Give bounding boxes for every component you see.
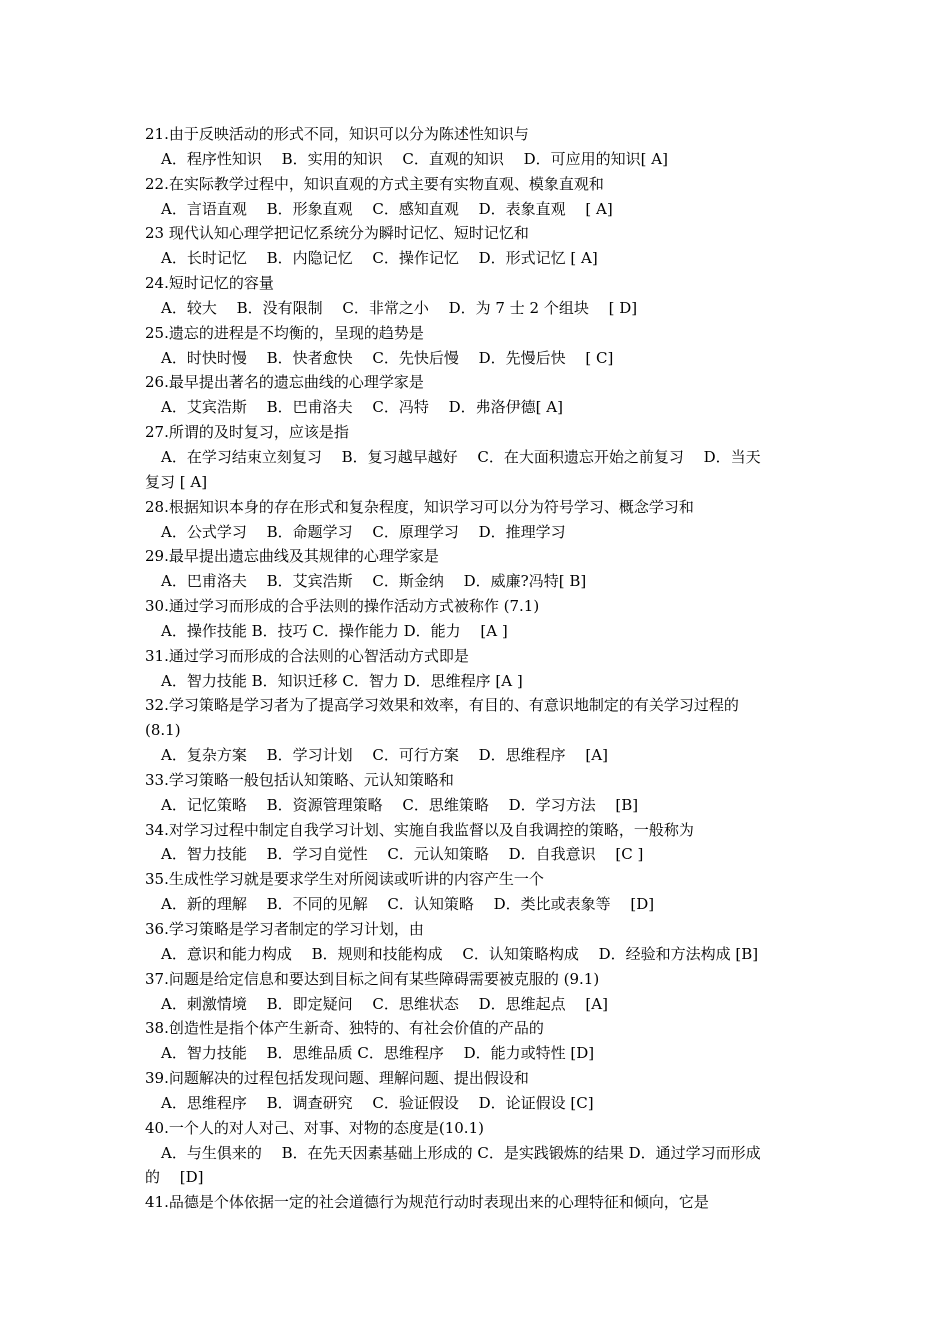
question-text: 35.生成性学习就是要求学生对所阅读或听讲的内容产生一个 — [145, 870, 544, 889]
question-text: 31.通过学习而形成的合法则的心智活动方式即是 — [145, 646, 469, 665]
answer-options: A．在学习结束立刻复习 B．复习越早越好 C．在大面积遗忘开始之前复习 D．当天 — [161, 447, 761, 466]
question-text: 21.由于反映活动的形式不同，知识可以分为陈述性知识与 — [145, 125, 529, 143]
question-text: 38.创造性是指个体产生新奇、独特的、有社会价值的产品的 — [145, 1019, 544, 1038]
answer-options: A．时快时慢 B．快者愈快 C．先快后慢 D．先慢后快 [ C] — [161, 348, 614, 367]
document-page — [145, 122, 810, 1215]
question-text: 24.短时记忆的容量 — [145, 274, 274, 293]
continuation-text: 复习 [ A] — [145, 472, 208, 491]
answer-options: A．记忆策略 B．资源管理策略 C．思维策略 D．学习方法 [B] — [161, 795, 639, 814]
continuation-text: (8.1) — [145, 721, 181, 740]
answer-options: A．智力技能 B．知识迁移 C．智力 D．思维程序 [A ] — [161, 671, 523, 690]
question-text: 40.一个人的对人对己、对事、对物的态度是(10.1) — [145, 1118, 484, 1137]
question-text: 22.在实际教学过程中，知识直观的方式主要有实物直观、模象直观和 — [145, 174, 604, 193]
answer-options: A．巴甫洛夫 B．艾宾浩斯 C．斯金纳 D．威廉?冯特[ B] — [161, 572, 587, 591]
answer-options: A．新的理解 B．不同的见解 C．认知策略 D．类比或表象等 [D] — [161, 895, 655, 914]
continuation-text: 的 [D] — [145, 1168, 204, 1187]
question-text: 23 现代认知心理学把记忆系统分为瞬时记忆、短时记忆和 — [145, 224, 529, 243]
answer-options: A．操作技能 B．技巧 C．操作能力 D．能力 [A ] — [161, 621, 508, 640]
question-text: 34.对学习过程中制定自我学习计划、实施自我监督以及自我调控的策略，一般称为 — [145, 820, 694, 839]
answer-options: A．刺激情境 B．即定疑问 C．思维状态 D．思维起点 [A] — [161, 994, 608, 1013]
answer-options: A．公式学习 B．命题学习 C．原理学习 D．推理学习 — [161, 522, 566, 541]
question-text: 41.品德是个体依据一定的社会道德行为规范行动时表现出来的心理特征和倾向，它是 — [145, 1193, 709, 1212]
question-text: 26.最早提出著名的遗忘曲线的心理学家是 — [145, 373, 424, 392]
question-text: 33.学习策略一般包括认知策略、元认知策略和 — [145, 770, 454, 789]
answer-options: A．较大 B．没有限制 C．非常之小 D．为 7 士 2 个组块 [ D] — [161, 298, 638, 317]
question-text: 36.学习策略是学习者制定的学习计划，由 — [145, 920, 424, 938]
answer-options: A．智力技能 B．思维品质 C．思维程序 D．能力或特性 [D] — [161, 1044, 595, 1063]
answer-options: A．思维程序 B．调查研究 C．验证假设 D．论证假设 [C] — [161, 1093, 594, 1112]
answer-options: A．长时记忆 B．内隐记忆 C．操作记忆 D．形式记忆 [ A] — [161, 249, 598, 268]
question-text: 37.问题是给定信息和要达到目标之间有某些障碍需要被克服的 (9.1) — [145, 969, 600, 988]
question-text: 39.问题解决的过程包括发现问题、理解问题、提出假设和 — [145, 1069, 529, 1088]
question-text: 25.遗忘的进程是不均衡的，呈现的趋势是 — [145, 323, 424, 342]
answer-options: A．智力技能 B．学习自觉性 C．元认知策略 D．自我意识 [C ] — [161, 845, 644, 864]
answer-options: A．复杂方案 B．学习计划 C．可行方案 D．思维程序 [A] — [161, 746, 608, 765]
question-text: 29.最早提出遗忘曲线及其规律的心理学家是 — [145, 547, 439, 566]
answer-options: A．言语直观 B．形象直观 C．感知直观 D．表象直观 [ A] — [161, 199, 613, 218]
answer-options: A．意识和能力构成 B．规则和技能构成 C．认知策略构成 D．经验和方法构成 [B] — [161, 944, 759, 963]
question-text: 28.根据知识本身的存在形式和复杂程度，知识学习可以分为符号学习、概念学习和 — [145, 497, 694, 516]
answer-options: A．与生俱来的 B．在先天因素基础上形成的 C．是实践锻炼的结果 D．通过学习而形成 — [161, 1143, 761, 1162]
answer-options: A．程序性知识 B．实用的知识 C．直观的知识 D．可应用的知识[ A] — [161, 149, 668, 168]
question-text: 30.通过学习而形成的合乎法则的操作活动方式被称作 (7.1) — [145, 597, 540, 616]
question-text: 32.学习策略是学习者为了提高学习效果和效率，有目的、有意识地制定的有关学习过程的 — [145, 696, 739, 715]
answer-options: A．艾宾浩斯 B．巴甫洛夫 C．冯特 D．弗洛伊德[ A] — [161, 398, 563, 417]
question-text: 27.所谓的及时复习，应该是指 — [145, 423, 349, 442]
